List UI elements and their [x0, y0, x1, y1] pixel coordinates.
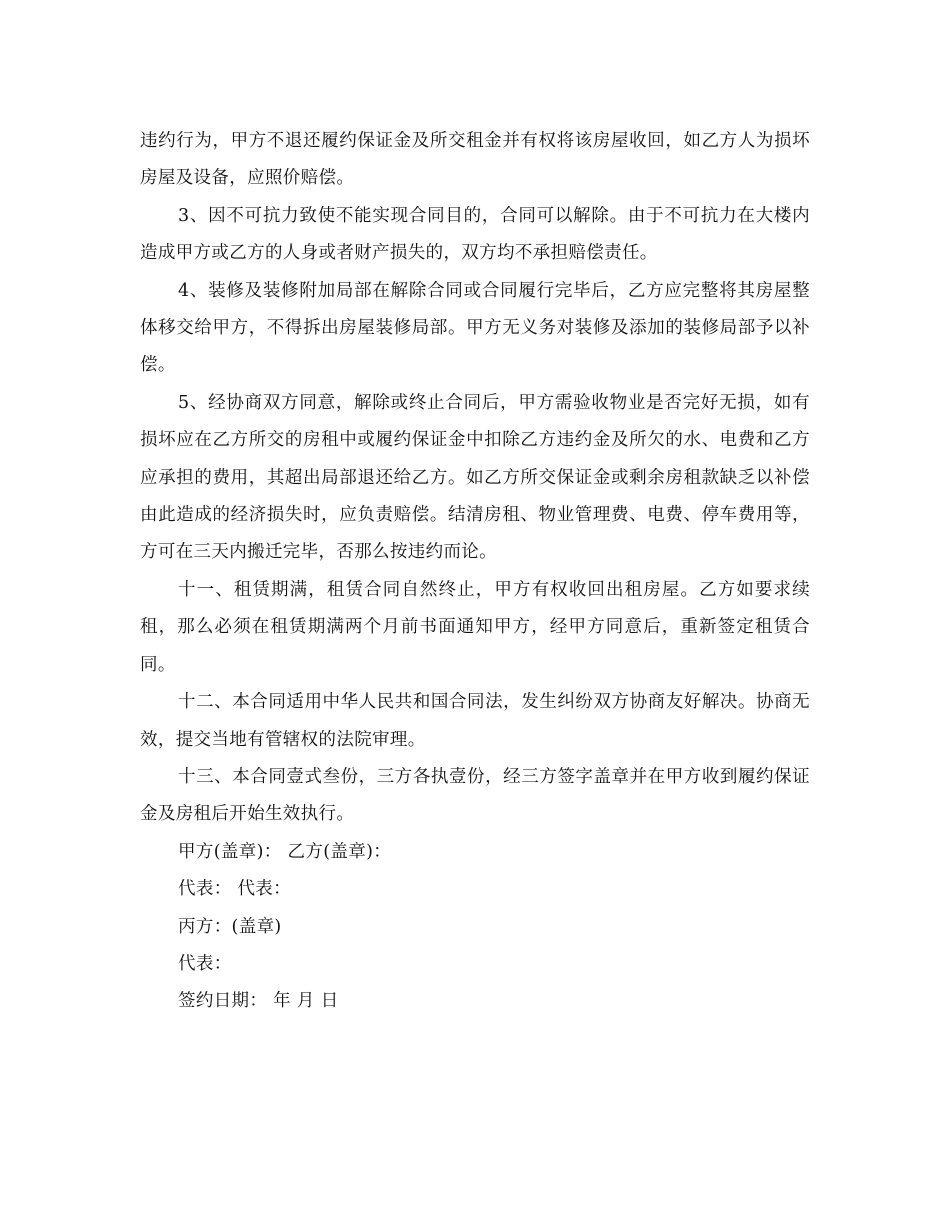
paragraph-article-12-dispute: 十二、本合同适用中华人民共和国合同法，发生纠纷双方协商友好解决。协商无效，提交当地有管辖权的法院审理。 — [140, 692, 810, 750]
paragraph-article-11-expiry: 十一、租赁期满，租赁合同自然终止，甲方有权收回出租房屋。乙方如要求续租，那么必须在租赁期满两个月前书面通知甲方，经甲方同意后，重新签定租赁合同。 — [140, 579, 810, 675]
signature-block — [140, 834, 810, 1021]
signature-date: 签约日期： 年 月 日 — [178, 991, 339, 1012]
paragraph-breach-continuation: 违约行为，甲方不退还履约保证金及所交租金并有权将该房屋收回，如乙方人为损坏房屋及设备，应照价赔偿。 — [140, 131, 810, 189]
paragraph-clause-3-force-majeure: 3、因不可抗力致使不能实现合同目的，合同可以解除。由于不可抗力在大楼内造成甲方或乙方的人身或者财产损失的，双方均不承担赔偿责任。 — [140, 205, 810, 264]
paragraph-clause-4-decoration: 4、装修及装修附加局部在解除合同或合同履行完毕后，乙方应完整将其房屋整体移交给甲方，不得拆出房屋装修局部。甲方无义务对装修及添加的装修局部予以补偿。 — [140, 280, 810, 376]
contract-body — [140, 123, 810, 1021]
signature-party-a-b: 甲方(盖章)： 乙方(盖章)： — [178, 841, 392, 862]
signature-representatives-a-b: 代表： 代表： — [178, 879, 292, 900]
signature-party-c: 丙方：(盖章) — [178, 916, 282, 937]
paragraph-article-13-copies: 十三、本合同壹式叁份，三方各执壹份，经三方签字盖章并在甲方收到履约保证金及房租后开始生效执行。 — [140, 766, 810, 825]
paragraph-clause-5-termination: 5、经协商双方同意，解除或终止合同后，甲方需验收物业是否完好无损，如有损坏应在乙方所交的房租中或履约保证金中扣除乙方违约金及所欠的水、电费和乙方应承担的费用，其超出局部退还给乙方。如乙方所交保证金或剩余房租款缺乏以补偿由此造成的经济损失时，应负责赔偿。结清房租、物业管理费、电费、停车费用等，方可在三天内搬迁完毕，否那么按违约而论。 — [140, 392, 810, 563]
signature-representative-c: 代表： — [178, 953, 232, 974]
